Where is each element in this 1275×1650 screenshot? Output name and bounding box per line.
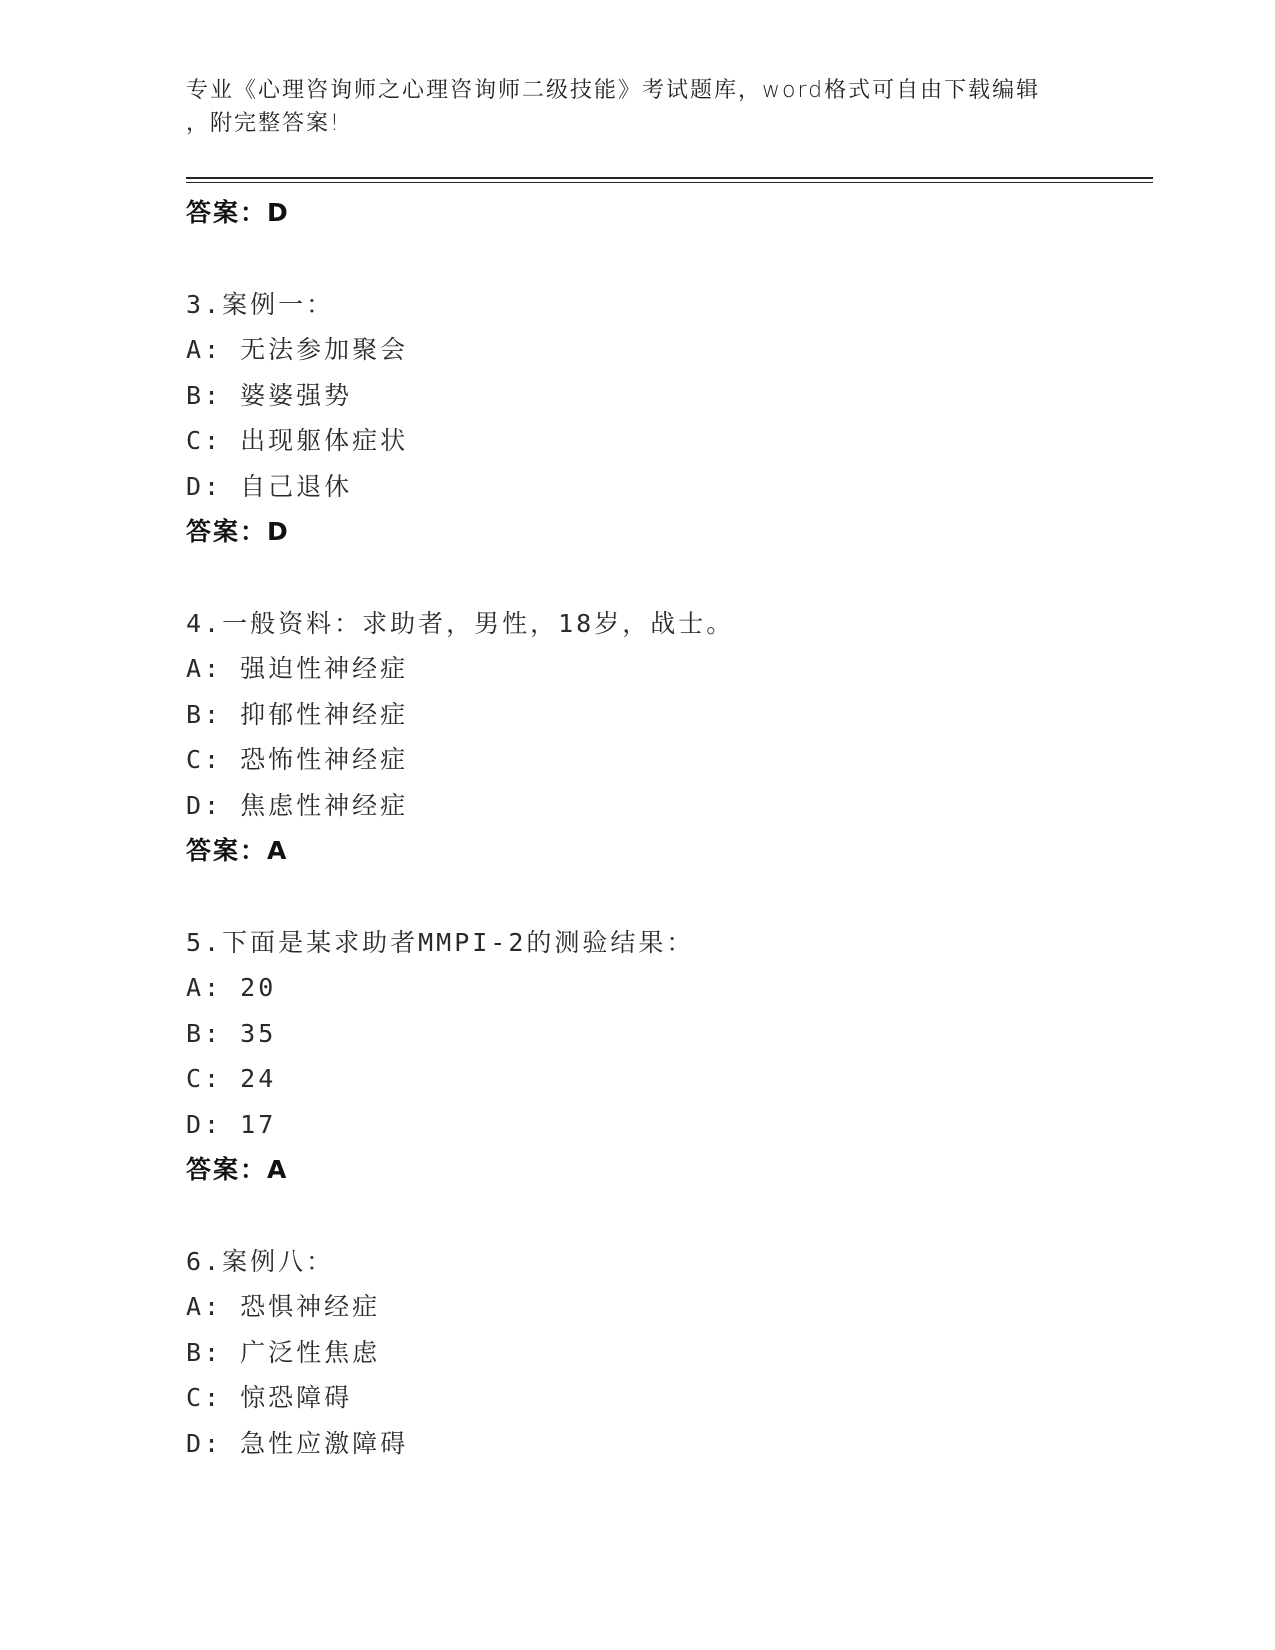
option-d: D: 自己退休	[186, 471, 353, 501]
option-c: C: 惊恐障碍	[186, 1383, 353, 1412]
header-line-1: 专业《心理咨询师之心理咨询师二级技能》考试题库，word格式可自由下载编辑	[186, 78, 1041, 103]
option-b: B: 广泛性焦虑	[186, 1337, 381, 1367]
question-list	[186, 190, 1136, 1466]
option-c: C: 恐怖性神经症	[186, 745, 409, 774]
question-stem: 6.案例八：	[186, 1246, 335, 1276]
option-a: A: 强迫性神经症	[186, 654, 409, 683]
question-stem: 3.案例一：	[186, 289, 335, 319]
option-a: A: 无法参加聚会	[186, 335, 409, 364]
option-c: C: 24	[186, 1064, 277, 1093]
option-b: B: 婆婆强势	[186, 380, 353, 410]
document-header	[186, 74, 1086, 140]
header-line-2: ，附完整答案!	[186, 111, 341, 136]
option-a: A: 恐惧神经症	[186, 1292, 381, 1321]
header-rule-thin	[186, 182, 1153, 183]
option-b: B: 35	[186, 1018, 277, 1048]
option-d: D: 焦虑性神经症	[186, 790, 409, 820]
spacer	[186, 874, 1136, 920]
option-b: B: 抑郁性神经症	[186, 699, 409, 729]
spacer	[186, 1193, 1136, 1239]
answer-line: 答案：D	[186, 517, 290, 546]
answer-line: 答案：A	[186, 836, 289, 865]
answer-line: 答案：A	[186, 1155, 289, 1184]
option-a: A: 20	[186, 973, 277, 1002]
option-d: D: 急性应激障碍	[186, 1428, 409, 1458]
header-rule-thick	[186, 177, 1153, 179]
answer-line: 答案：D	[186, 198, 290, 227]
question-stem: 5.下面是某求助者MMPI-2的测验结果：	[186, 927, 695, 957]
option-c: C: 出现躯体症状	[186, 426, 409, 455]
spacer	[186, 555, 1136, 601]
option-d: D: 17	[186, 1109, 277, 1139]
spacer	[186, 236, 1136, 282]
question-stem: 4.一般资料：求助者，男性，18岁，战士。	[186, 608, 735, 638]
